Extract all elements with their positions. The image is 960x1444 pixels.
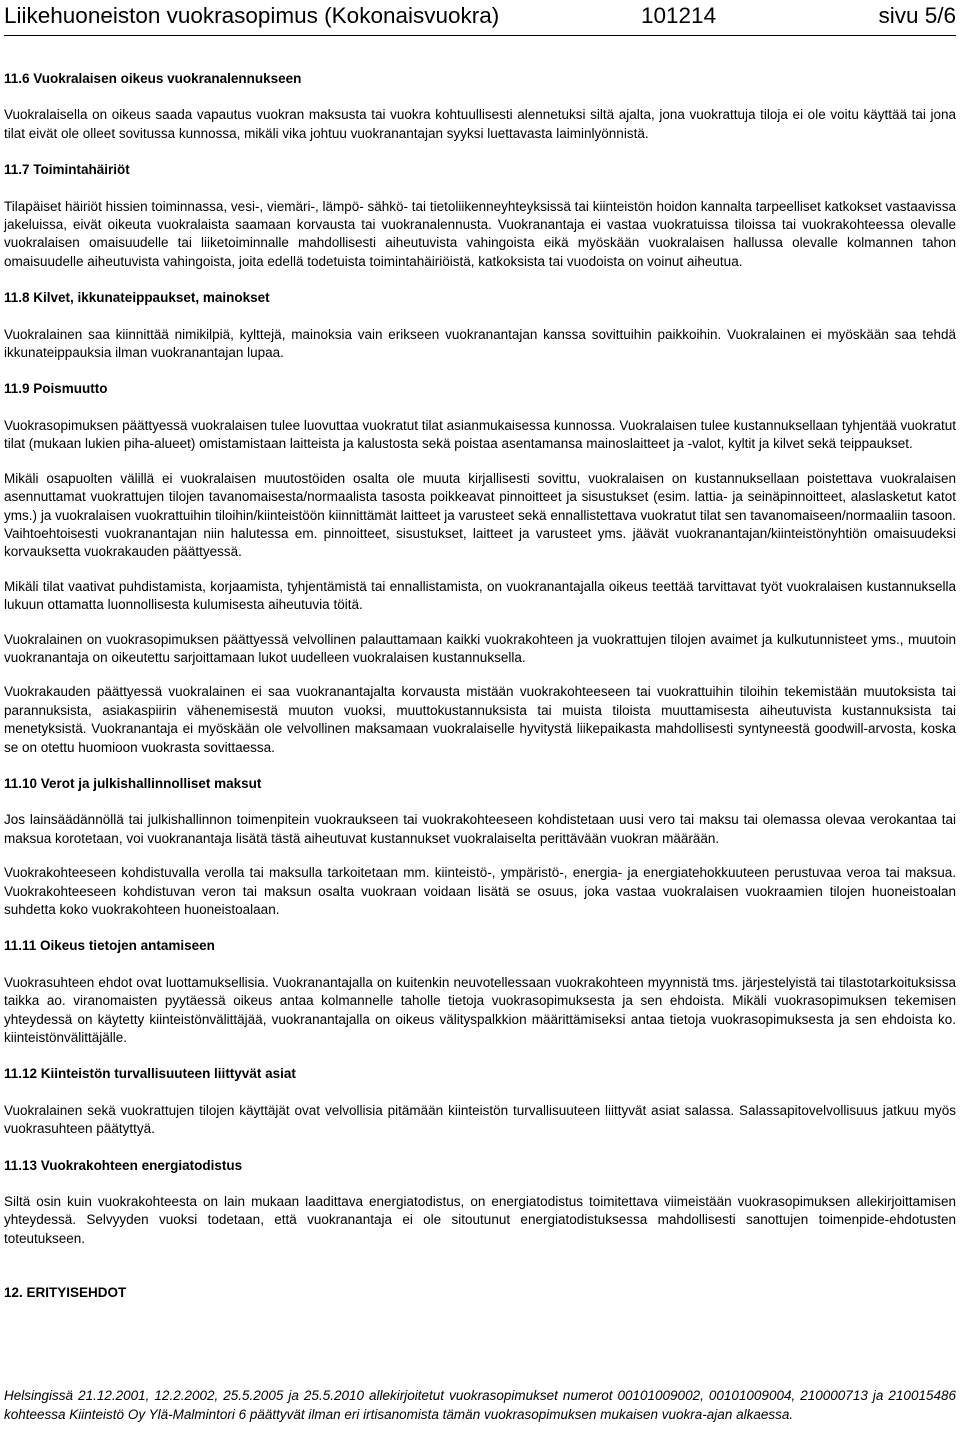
- document-number: 101214: [641, 3, 717, 28]
- section-heading-12: 12. ERITYISEHDOT: [4, 1285, 127, 1301]
- paragraph: Siltä osin kuin vuokrakohteesta on lain mukaan laadittava energiatodistus, on energiatodistus toimitettava viimeistään vuokrasopimuksen allekirjoittamisen yhteydessä. Selvyyden vuoksi todetaan, että vuokranantaja ei ole sitoutunut energiatodistuksessa mahdollisesti sanottujen toimenpide-ehdotusten toteutukseen.: [4, 1194, 956, 1246]
- section-heading-11-7: 11.7 Toimintahäiriöt: [4, 162, 130, 178]
- section-heading-11-12: 11.12 Kiinteistön turvallisuuteen liittyvät asiat: [4, 1066, 296, 1082]
- section-heading-11-6: 11.6 Vuokralaisen oikeus vuokranalennukseen: [4, 71, 302, 86]
- paragraph: Vuokralaisella on oikeus saada vapautus vuokran maksusta tai vuokra kohtuullisesti alennetuksi siltä ajalta, jona vuokrattuja tiloja ei ole voitu käyttää tai jona tilat eivät ole olleet sovitussa kunnossa, mikäli vika johtuu vuokranantajan syyksi luettavasta laiminlyönnistä.: [4, 107, 956, 141]
- document-body: [4, 70, 956, 1303]
- paragraph: Vuokralainen saa kiinnittää nimikilpiä, kylttejä, mainoksia vain erikseen vuokranantajan kanssa sovittuihin paikkoihin. Vuokralainen ei myöskään saa tehdä ikkunateippauksia ilman vuokranantajan lupaa.: [4, 326, 956, 361]
- paragraph: Vuokralainen sekä vuokrattujen tilojen käyttäjät ovat velvollisia pitämään kiinteistön turvallisuuteen liittyvät asiat salassa. Salassapitovelvollisuus jatkuu myös vuokrasuhteen päätyttyä.: [4, 1102, 956, 1137]
- special-terms-text: Helsingissä 21.12.2001, 12.2.2002, 25.5.2005 ja 25.5.2010 allekirjoitetut vuokrasopimukset numerot 00101009002, 00101009004, 210000713 ja 210015486 kohteessa Kiinteistö Oy Ylä-Malmintori 6 päättyvät ilman eri irtisanomista tämän vuokrasopimuksen mukaisen vuokra-ajan alkaessa.: [4, 1388, 956, 1422]
- section-heading-11-9: 11.9 Poismuutto: [4, 381, 108, 397]
- document-title: Liikehuoneiston vuokrasopimus (Kokonaisvuokra): [4, 3, 500, 28]
- section-heading-11-13: 11.13 Vuokrakohteen energiatodistus: [4, 1157, 243, 1173]
- paragraph: Vuokrakohteeseen kohdistuvalla verolla tai maksulla tarkoitetaan mm. kiinteistö-, ympäristö-, energia- ja energiatehokkuuteen perustuvaa veroa tai maksua. Vuokrakohteeseen kohdistuvan veron tai maksun osalta vuokraan voidaan lisätä se osuus, joka vastaa vuokralaisen vuokraamien tilojen huoneistoalan suhdetta koko vuokrakohteen huoneistoalaan.: [4, 865, 956, 917]
- paragraph: Mikäli tilat vaativat puhdistamista, korjaamista, tyhjentämistä tai ennallistamista, on vuokranantajalla oikeus teettää tarvittavat työt vuokralaisen kustannuksella lukuun ottamatta luonnollisesta kulumisesta aiheutuvia töitä.: [4, 578, 956, 613]
- section-heading-11-11: 11.11 Oikeus tietojen antamiseen: [4, 938, 215, 954]
- paragraph: Jos lainsäädännöllä tai julkishallinnon toimenpitein vuokraukseen tai vuokrakohteeseen kohdistetaan uusi vero tai maksu tai olemassa olevaa verokantaa tai maksua korotetaan, voi vuokranantaja lisätä tästä aiheutuvat kustannukset vuokralaiselta perittävään vuokran määrään.: [4, 812, 956, 846]
- paragraph: Tilapäiset häiriöt hissien toiminnassa, vesi-, viemäri-, lämpö- sähkö- tai tietoliikenneyhteyksissä tai kiinteistön hoidon kannalta tarpeelliset katkokset vastaavissa jakeluissa, eivät oikeuta vuokralaista saamaan korvausta tai vuokranalennusta. Vuokranantaja ei vastaa vuokratuissa tiloissa tai vuokrakohteessa olevalle vuokralaisen omaisuudelle tai liiketoiminnalle mahdollisesti aiheutuvista vahingoista eikä myöskään vuokralaisen hallussa olevalle kolmannen tahon omaisuudelle aiheutuvista vahingoista, joita edellä todetuista toimintahäiriöistä, katkoksista tai vuodoista on voinut aiheutua.: [4, 198, 956, 269]
- paragraph: Vuokrakauden päättyessä vuokralainen ei saa vuokranantajalta korvausta mistään vuokrakohteeseen tai vuokrattuihin tiloihin tekemistään muutoksista tai parannuksista, asiakaspiirin vähenemisestä muuton vuoksi, muuttokustannuksista tai muista tiloista muuttamisesta aiheutuvista kustannuksista tai menetyksistä. Vuokranantaja ei myöskään ole velvollinen maksamaan vuokralaiselle hyvitystä liikepaikasta mahdollisesti syntyneestä goodwill-arvosta, koska se on otettu huomioon vuokrasta sovittaessa.: [4, 684, 956, 755]
- section-heading-11-8: 11.8 Kilvet, ikkunateippaukset, mainokset: [4, 290, 270, 306]
- page-header: [4, 0, 956, 36]
- page-number: sivu 5/6: [878, 3, 956, 28]
- section-heading-11-10: 11.10 Verot ja julkishallinnolliset maksut: [4, 775, 262, 791]
- paragraph: Vuokrasopimuksen päättyessä vuokralaisen tulee luovuttaa vuokratut tilat asianmukaisessa kunnossa. Vuokralaisen tulee kustannuksellaan tyhjentää vuokratut tilat (mukaan lukien piha-alueet) omistamistaan laitteista ja kalustosta sekä poistaa asentamansa mainoslaitteet ja -valot, kyltit ja kilvet sekä teippaukset.: [4, 417, 956, 452]
- paragraph: Vuokrasuhteen ehdot ovat luottamuksellisia. Vuokranantajalla on kuitenkin neuvotellessaan vuokrakohteen myynnistä tms. järjestelyistä tai tilastotarkoituksissa taikka ao. viranomaisten pyytäessä oikeus antaa kolmannelle taholle tietoja vuokrasopimuksesta ja sen ehdoista. Mikäli vuokrasopimuksen tekemisen yhteydessä on käytetty kiinteistönvälittäjää, vuokranantajalla on oikeus välityspalkkion määrittämiseksi antaa tietoja vuokrasopimuksesta ja sen ehdoista ko. kiinteistönvälittäjälle.: [4, 974, 956, 1046]
- paragraph: Vuokralainen on vuokrasopimuksen päättyessä velvollinen palauttamaan kaikki vuokrakohteen ja vuokrattujen tilojen avaimet ja kulkutunnisteet yms., muutoin vuokranantaja on oikeutettu sarjoittamaan lukot uudelleen vuokralaisen kustannuksella.: [4, 631, 956, 665]
- paragraph: Mikäli osapuolten välillä ei vuokralaisen muutostöiden osalta ole muuta kirjallisesti sovittu, vuokralaisen on kustannuksellaan poistettava vuokralaisen asennuttamat vuokrattujen tilojen tavanomaisesta/normaalista tasosta poikkeavat pinnoitteet ja sisustukset (esim. lattia- ja seinäpinnoitteet, alaslasketut katot yms.) ja vuokralaisen vuokrattuihin tiloihin/kiinteistöön kiinnittämät laitteet ja varusteet sekä ennallistettava vuokratut tilat sen tavanomaiseen/normaaliin tasoon. Vaihtoehtoisesti vuokranantajan niin halutessa em. pinnoitteet, sisustukset, laitteet ja varusteet yms. jäävät vuokranantajan/kiinteistönyhtiön omaisuudeksi korvauksetta vuokrakauden päättyessä.: [4, 470, 956, 560]
